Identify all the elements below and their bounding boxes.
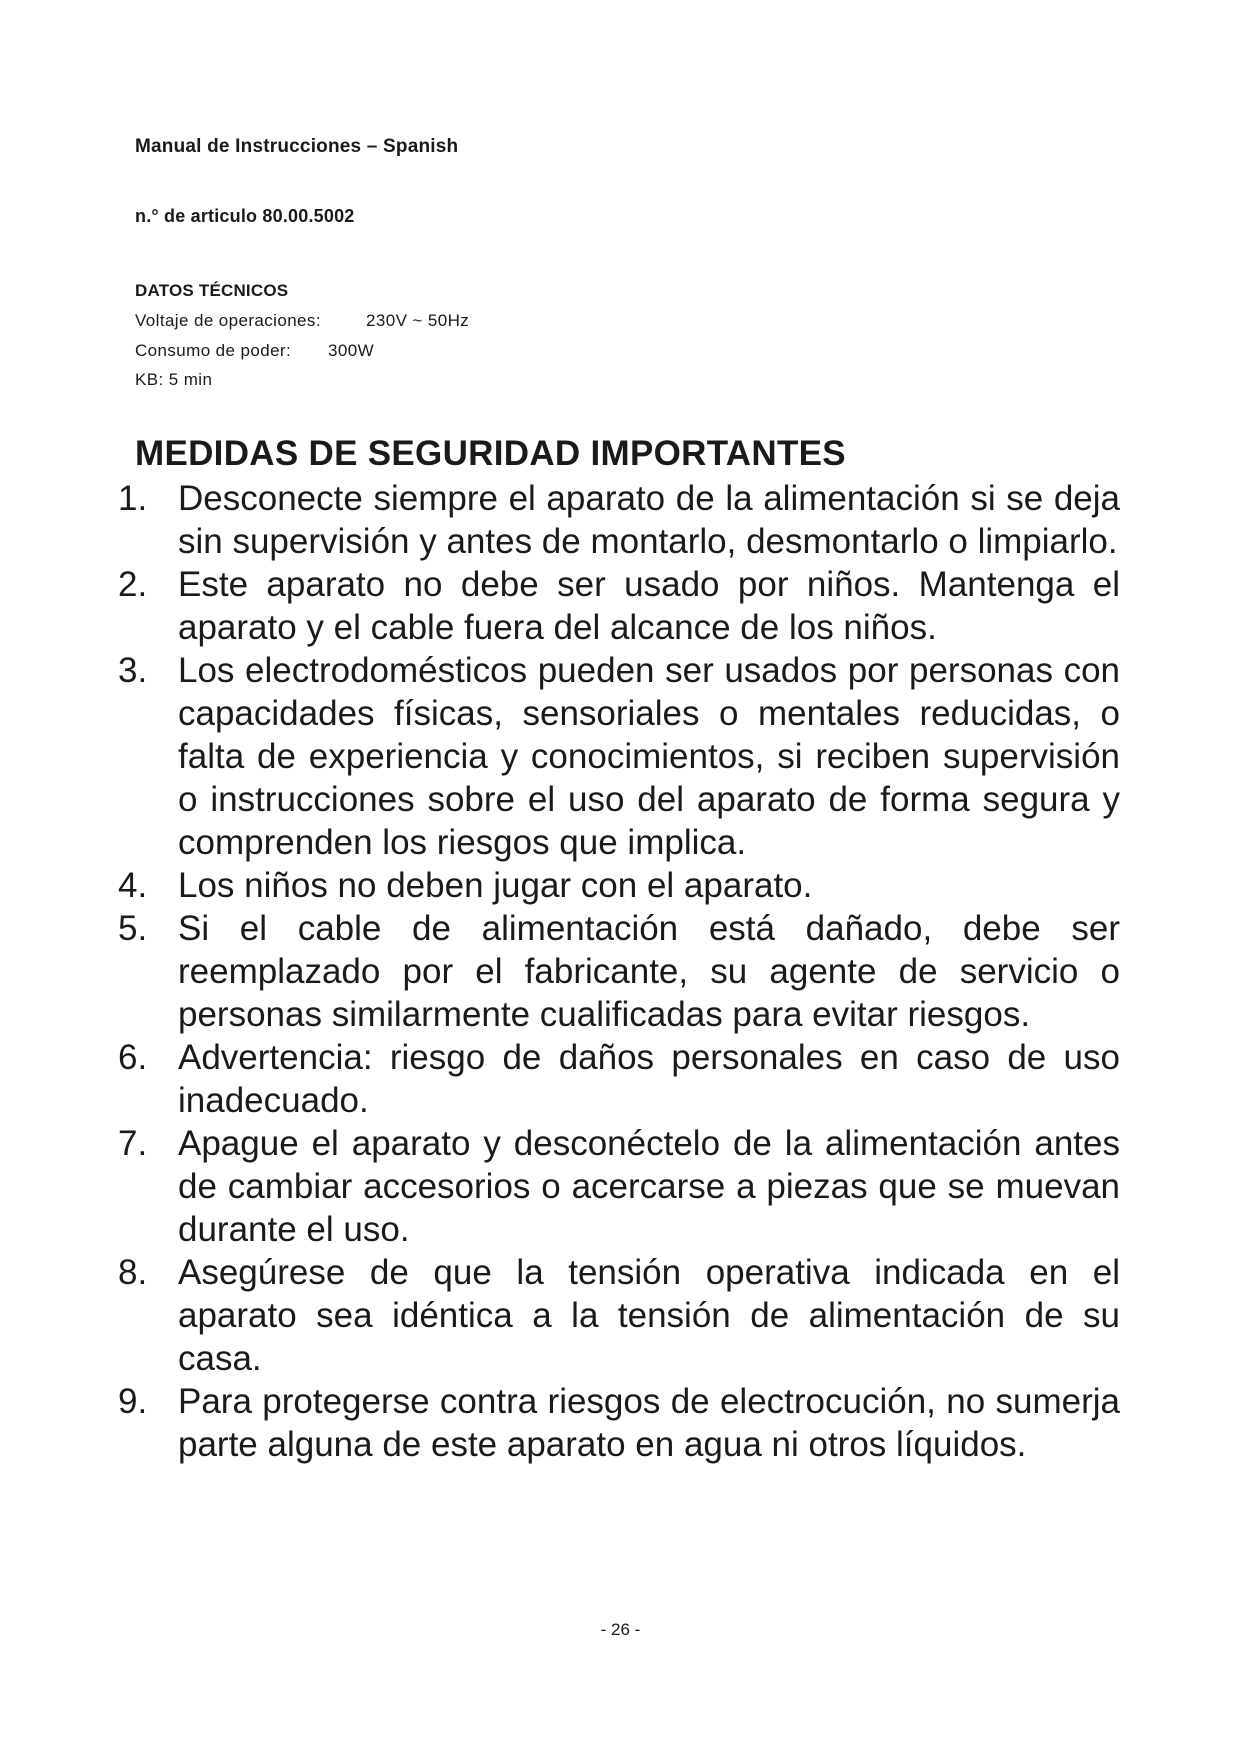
list-item: [118, 563, 1120, 649]
voltage-label: Voltaje de operaciones:: [135, 311, 321, 330]
specs-heading: DATOS TÉCNICOS: [135, 281, 289, 300]
item-text: Desconecte siempre el aparato de la alimentación si se deja sin supervisión y antes de montarlo, desmontarlo o limpiarlo.: [178, 479, 1120, 561]
article-number: n.° de articulo 80.00.5002: [135, 206, 355, 226]
safety-list: [118, 477, 1120, 1466]
voltage-value: 230V ~ 50Hz: [366, 311, 470, 330]
item-number: 4.: [118, 866, 148, 905]
power-value: 300W: [328, 341, 375, 360]
item-text: Para protegerse contra riesgos de electrocución, no sumerja parte alguna de este aparato en agua ni otros líquidos.: [178, 1382, 1120, 1464]
list-item: [118, 864, 1120, 907]
item-text: Los electrodomésticos pueden ser usados por personas con capacidades físicas, sensoriales o mentales reducidas, o falta de experiencia y conocimientos, si reciben supervisión o instrucciones sobre el uso del aparato de forma segura y comprenden los riesgos que implica.: [178, 651, 1120, 862]
list-item: [118, 649, 1120, 864]
list-item: [118, 477, 1120, 563]
manual-title: Manual de Instrucciones – Spanish: [135, 136, 459, 157]
power-label: Consumo de poder:: [135, 341, 292, 360]
list-item: [118, 1122, 1120, 1251]
item-number: 6.: [118, 1038, 148, 1077]
item-number: 1.: [118, 479, 148, 518]
item-number: 2.: [118, 565, 148, 604]
page-number: - 26 -: [600, 1620, 641, 1639]
list-item: [118, 1380, 1120, 1466]
item-text: Apague el aparato y desconéctelo de la alimentación antes de cambiar accesorios o acercarse a piezas que se muevan durante el uso.: [178, 1124, 1120, 1249]
item-text: Asegúrese de que la tensión operativa indicada en el aparato sea idéntica a la tensión de alimentación de su casa.: [178, 1253, 1120, 1378]
item-text: Los niños no deben jugar con el aparato.: [178, 866, 813, 905]
list-item: [118, 1036, 1120, 1122]
list-item: [118, 1251, 1120, 1380]
item-number: 5.: [118, 909, 148, 948]
list-item: [118, 907, 1120, 1036]
item-number: 7.: [118, 1124, 148, 1163]
item-number: 3.: [118, 651, 148, 690]
item-text: Si el cable de alimentación está dañado, debe ser reemplazado por el fabricante, su agente de servicio o personas similarmente cualificadas para evitar riesgos.: [178, 909, 1120, 1034]
item-number: 8.: [118, 1253, 148, 1292]
kb-duration: KB: 5 min: [135, 370, 213, 389]
item-text: Advertencia: riesgo de daños personales en caso de uso inadecuado.: [178, 1038, 1120, 1120]
item-text: Este aparato no debe ser usado por niños. Mantenga el aparato y el cable fuera del alcance de los niños.: [178, 565, 1120, 647]
item-number: 9.: [118, 1382, 148, 1421]
safety-title: MEDIDAS DE SEGURIDAD IMPORTANTES: [135, 434, 846, 473]
